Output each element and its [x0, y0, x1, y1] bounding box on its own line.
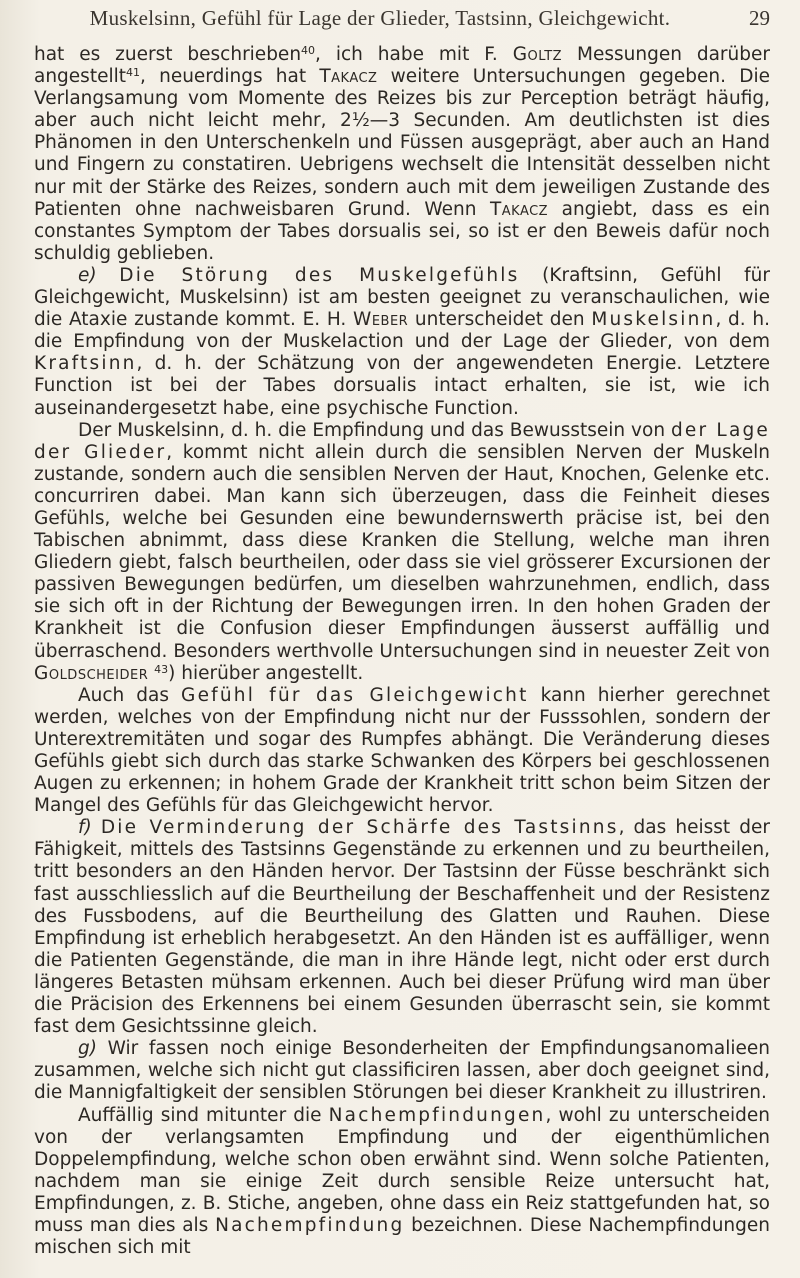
section-letter: e): [78, 264, 97, 286]
footnote-ref: 41: [126, 66, 140, 80]
running-title: Muskelsinn, Gefühl für Lage der Glieder, Tastsinn, Gleichgewicht.: [89, 6, 671, 30]
paragraph: [34, 44, 770, 265]
paragraph: [34, 817, 770, 1038]
author-name: Goldscheider: [34, 662, 149, 684]
section-letter: g): [78, 1038, 97, 1060]
page-header: [0, 0, 800, 40]
text-run: (Kraftsinn, Gefühl für Gleichgewicht, Muskelsinn) ist am besten geeignet zu veranschaulichen, wie die Ataxie zustande kommt. E. H.: [34, 264, 770, 331]
text-run: [97, 265, 120, 286]
paragraph: [34, 265, 770, 420]
spaced-emphasis: Nachempfindung: [215, 1214, 405, 1236]
text-run: Der Muskelsinn, d. h. die Empfindung und das Bewusstsein von: [78, 419, 671, 441]
paragraph: [34, 420, 770, 685]
spaced-emphasis: Die Verminderung der Schärfe des Tastsinns: [100, 817, 619, 839]
paragraph: [34, 685, 770, 818]
spaced-emphasis: Muskelsinn: [591, 309, 716, 331]
text-run: hat es zuerst beschrieben: [34, 44, 302, 65]
author-name: Weber: [353, 309, 409, 331]
author-name: Takacz: [489, 198, 549, 220]
text-run: [92, 817, 101, 838]
page-number: 29: [749, 6, 770, 30]
text-run: weitere Untersuchungen gegeben. Die Verlangsamung vom Momente des Reizes bis zur Perception beträgt häufig, aber auch nicht leicht mehr, 2½—3 Secunden. Am deutlichsten ist dies Phänomen in den Unterschenkeln und Füssen ausgeprägt, aber auch an Hand und Fingern zu constatiren. Uebrigens wechselt die Intensität desselben nicht nur mit der Stärke des Reizes, sondern auch mit dem jeweiligen Zustande des Patienten ohne nachweisbaren Grund. Wenn: [34, 66, 770, 220]
body-text: [34, 44, 770, 1259]
text-run: bezeichnen. Diese Nachempfindungen mischen sich mit: [34, 1214, 770, 1259]
spaced-emphasis: Kraftsinn: [34, 353, 137, 375]
paragraph: [34, 1105, 770, 1260]
text-run: , wohl zu unterscheiden von der verlangsamten Empfindung und der eigenthümlichen Doppelempfindung, welche schon oben erwähnt sind. Wenn solche Patienten, nachdem man sie einige Zeit durch sensible Reize untersucht hat, Empfindungen, z. B. Stiche, angeben, ohne dass ein Reiz stattgefunden hat, so muss man dies als: [34, 1104, 770, 1236]
text-run: Wir fassen noch einige Besonderheiten der Empfindungsanomalieen zusammen, welche sich nicht gut classificiren lassen, aber doch geeignet sind, die Mannigfaltigkeit der sensiblen Störungen bei dieser Krankheit zu illustriren.: [34, 1038, 770, 1104]
section-letter: f): [78, 817, 92, 839]
author-name: Goltz: [512, 44, 563, 65]
spaced-emphasis: der Lage der Glieder: [34, 419, 771, 463]
text-run: , kommt nicht allein durch die sensiblen Nerven der Muskeln zustande, sondern auch die sensiblen Nerven der Haut, Knochen, Gelenke etc. concurriren dabei. Man kann sich überzeugen, dass die Feinheit dieses Gefühls, welche bei Gesunden eine bewundernswerth präcise ist, bei den Tabischen abnimmt, dass diese Kranken die Stellung, welche man ihren Gliedern giebt, falsch beurtheilen, oder dass sie viel grösserer Excursionen der passiven Bewegungen bedürfen, um dieselben wahrzunehmen, endlich, dass sie sich oft in der Richtung der Bewegungen irren. In den hohen Graden der Krankheit ist die Confusion dieser Empfindungen äusserst auffällig und überraschend. Besonders werthvolle Untersuchungen sind in neuester Zeit von: [34, 441, 770, 662]
text-run: , neuerdings hat: [140, 66, 320, 88]
author-name: Takacz: [319, 66, 378, 88]
text-run: kann hierher gerechnet werden, welches von der Empfindung nicht nur der Fusssohlen, sondern der Unterextremitäten und sogar des Rumpfes abhängt. Die Veränderung dieses Gefühls giebt sich durch das starke Schwanken des Körpers bei geschlossenen Augen zu erkennen; in hohem Grade der Krankheit tritt schon beim Sitzen der Mangel des Gefühls für das Gleichgewicht hervor.: [34, 684, 770, 817]
text-run: Messungen darüber angestellt: [34, 44, 770, 88]
text-run: , ich habe mit F.: [315, 44, 513, 65]
text-run: Auffällig sind mitunter die: [78, 1104, 329, 1126]
text-run: unterscheidet den: [408, 309, 592, 331]
spaced-emphasis: Die Störung des Muskelgefühls: [119, 264, 520, 286]
spaced-emphasis: Nachempfindungen: [328, 1104, 546, 1126]
footnote-ref: 43: [154, 662, 169, 676]
text-run: Auch das: [78, 684, 182, 706]
spaced-emphasis: Gefühl für das Gleichgewicht: [181, 684, 529, 706]
text-run: , d. h. die Empfindung von der Muskelaction und der Lage der Glieder, von dem: [34, 309, 771, 353]
text-run: angiebt, dass es ein constantes Symptom der Tabes dorsualis sei, so ist er den Beweis dafür noch schuldig geblieben.: [34, 198, 770, 264]
text-run: , d. h. der Schätzung von der angewendeten Energie. Letztere Function ist bei der Tabes dorsualis intact erhalten, sie ist, wie ich auseinandergesetzt habe, eine psychische Function.: [34, 353, 770, 419]
text-run: ) hierüber angestellt.: [168, 662, 364, 684]
text-run: , das heisst der Fähigkeit, mittels des Tastsinns Gegenstände zu erkennen und zu beurtheilen, tritt besonders an den Händen hervor. Der Tastsinn der Füsse beschränkt sich fast ausschliesslich auf die Beurtheilung der Beschaffenheit und der Resistenz des Fussbodens, auf die Beurtheilung des Glatten und Rauhen. Diese Empfindung ist erheblich herabgesetzt. An den Händen ist es auffälliger, wenn die Patienten Gegenstände, die man in ihre Hände legt, nicht oder erst durch längeres Betasten mühsam erkennen. Auch bei dieser Prüfung wird man über die Präcision des Erkennens bei einem Gesunden überrascht sein, sie kommt fast dem Gesichtssinne gleich.: [34, 817, 770, 1038]
paragraph: [34, 1038, 770, 1104]
footnote-ref: 40: [301, 44, 316, 57]
